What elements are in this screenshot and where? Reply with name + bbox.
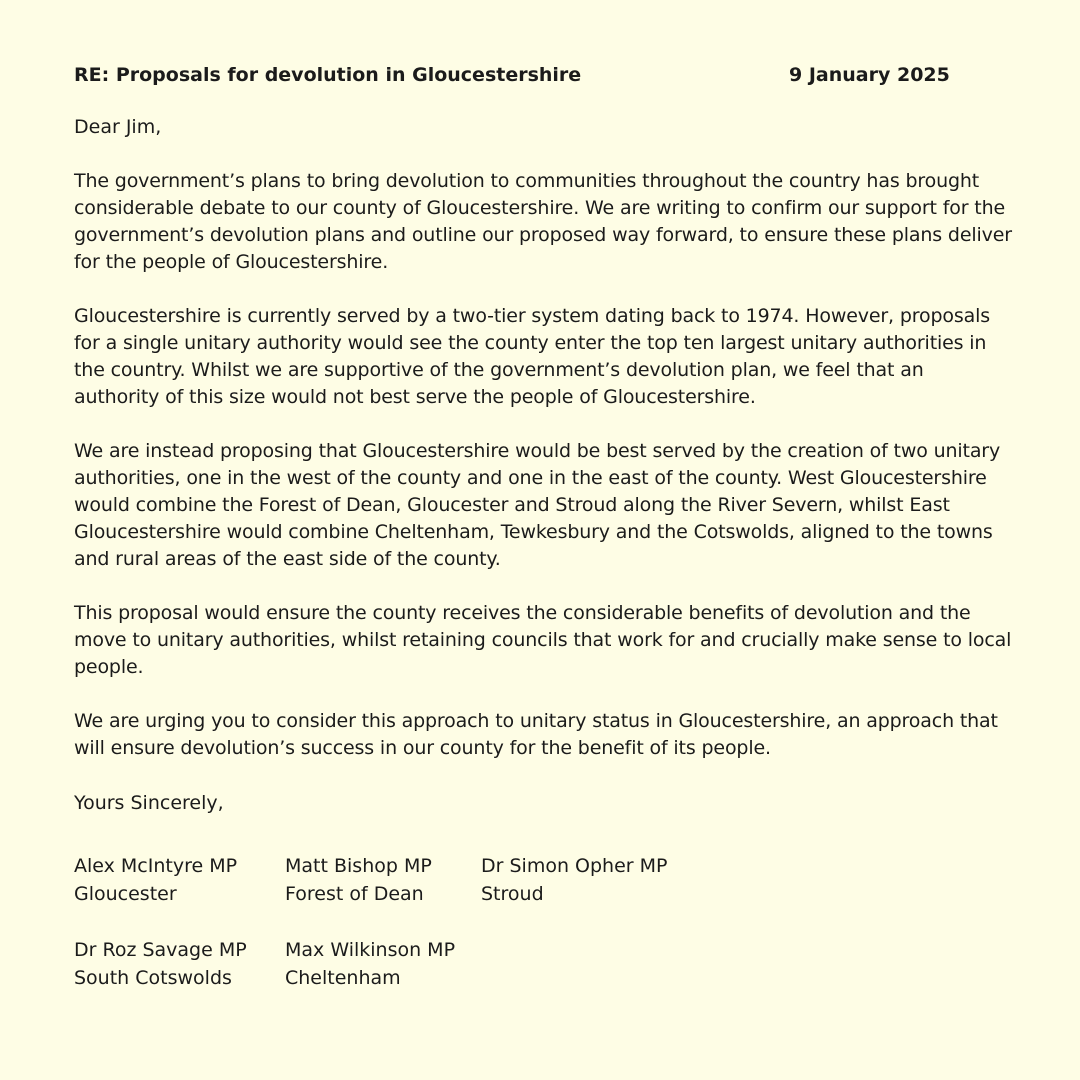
paragraph-2: Gloucestershire is currently served by a two-tier system dating back to 1974. However, proposals for a single unitary authority would see the county enter the top ten largest unitary authorities in the country. Whilst we are supportive of the government’s devolution plan, we feel that an authority of this size would not best serve the people of Gloucestershire. bbox=[74, 305, 990, 408]
signatory-seat: Gloucester bbox=[74, 883, 177, 905]
signatory-3 bbox=[481, 852, 667, 908]
signatory-name: Dr Simon Opher MP bbox=[481, 855, 668, 877]
paragraph-1: The government’s plans to bring devolution to communities throughout the country has brought considerable debate to our county of Gloucestershire. We are writing to confirm our support for the government’s devolution plans and outline our proposed way forward, to ensure these plans deliver for the people of Gloucestershire. bbox=[74, 170, 1012, 273]
signatory-seat: Forest of Dean bbox=[285, 883, 424, 905]
signatory-name: Alex McIntyre MP bbox=[74, 855, 238, 877]
letter-header bbox=[74, 60, 1014, 90]
paragraph-4: This proposal would ensure the county receives the considerable benefits of devolution and the move to unitary authorities, whilst retaining councils that work for and crucially make sense to local people. bbox=[74, 602, 1012, 678]
letter-date: 9 January 2025 bbox=[789, 64, 950, 86]
signatory-1 bbox=[74, 852, 237, 908]
signatory-seat: Cheltenham bbox=[285, 967, 401, 989]
signoff: Yours Sincerely, bbox=[74, 792, 224, 814]
signatory-seat: South Cotswolds bbox=[74, 967, 232, 989]
signatory-5 bbox=[285, 936, 455, 992]
signatory-name: Max Wilkinson MP bbox=[285, 939, 456, 961]
signatory-2 bbox=[285, 852, 432, 908]
signatory-4 bbox=[74, 936, 247, 992]
signatory-name: Matt Bishop MP bbox=[285, 855, 432, 877]
letter bbox=[74, 60, 1014, 992]
subject-line: RE: Proposals for devolution in Gloucestershire bbox=[74, 64, 582, 86]
paragraph-3: We are instead proposing that Gloucestershire would be best served by the creation of two unitary authorities, one in the west of the county and one in the east of the county. West Gloucestershire would combine the Forest of Dean, Gloucester and Stroud along the River Severn, whilst East Gloucestershire would combine Cheltenham, Tewkesbury and the Cotswolds, aligned to the towns and rural areas of the east side of the county. bbox=[74, 440, 1001, 570]
paragraph-5: We are urging you to consider this approach to unitary status in Gloucestershire, an approach that will ensure devolution’s success in our county for the benefit of its people. bbox=[74, 710, 998, 759]
salutation: Dear Jim, bbox=[74, 116, 162, 138]
signatory-name: Dr Roz Savage MP bbox=[74, 939, 247, 961]
signatures bbox=[74, 852, 1014, 992]
signatory-seat: Stroud bbox=[481, 883, 544, 905]
